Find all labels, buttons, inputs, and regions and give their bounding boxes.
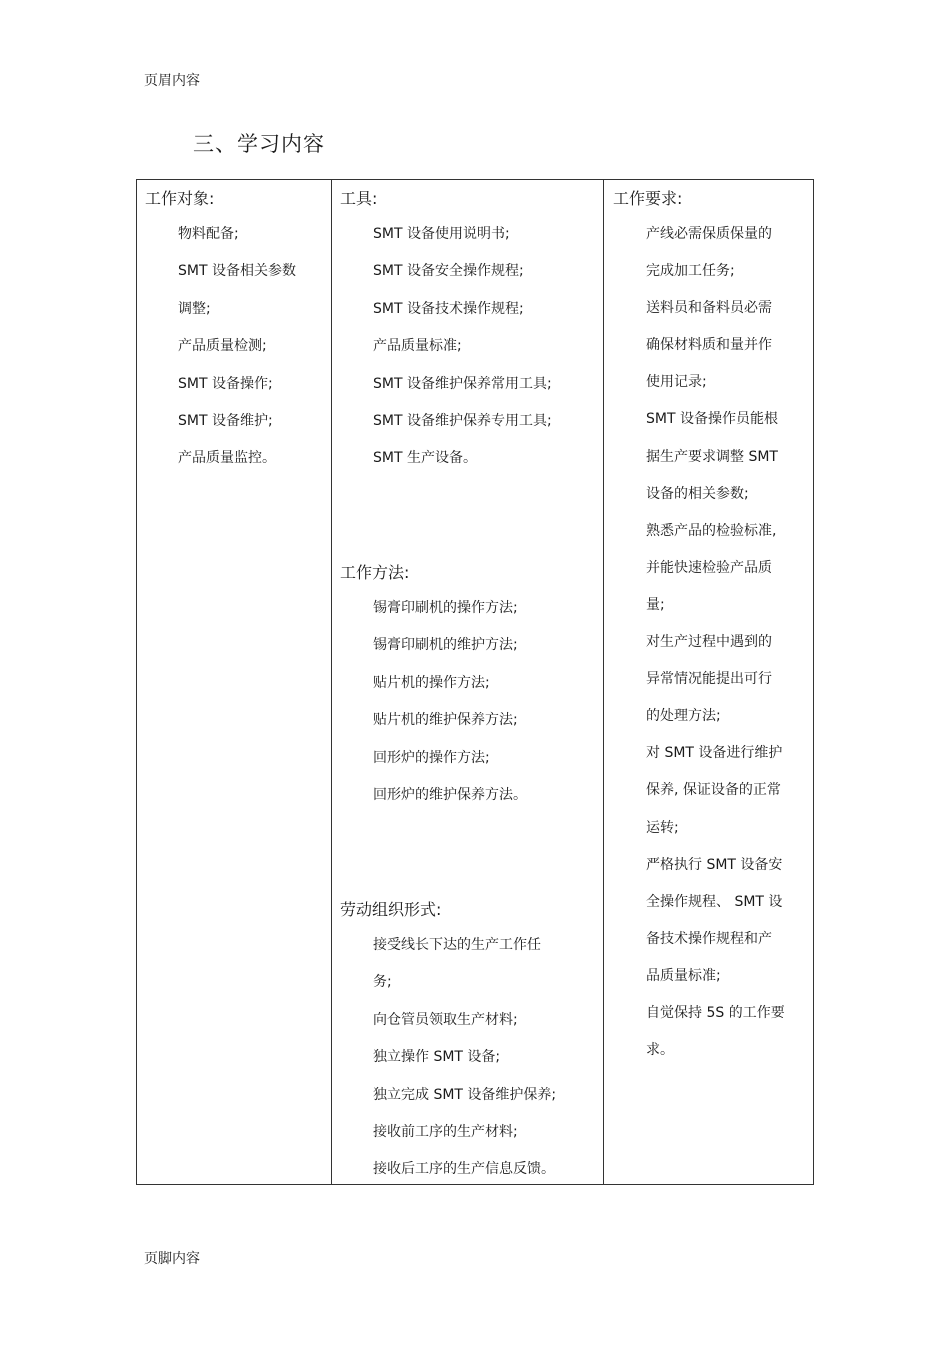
list-item: 熟悉产品的检验标准, xyxy=(646,522,777,539)
list-item: 据生产要求调整 SMT xyxy=(646,448,778,465)
list-item: 的处理方法; xyxy=(646,708,721,725)
list-item: 使用记录; xyxy=(646,374,707,391)
section-title: 三、学习内容 xyxy=(193,132,325,156)
list-item: 贴片机的维护保养方法; xyxy=(373,712,518,729)
list-item: SMT 设备维护; xyxy=(178,412,273,429)
list-item: SMT 生产设备。 xyxy=(373,450,477,467)
list-item: SMT 设备技术操作规程; xyxy=(373,300,524,317)
tools-list xyxy=(373,216,552,478)
list-item: 物料配备; xyxy=(178,226,239,242)
list-item: 独立完成 SMT 设备维护保养; xyxy=(373,1086,557,1103)
work-object-heading: 工作对象: xyxy=(145,189,215,208)
list-item: SMT 设备维护保养常用工具; xyxy=(373,375,552,392)
list-item: 自觉保持 5S 的工作要 xyxy=(646,1004,785,1021)
list-item: 品质量标准; xyxy=(646,967,721,984)
work-object-column xyxy=(137,180,332,1184)
tools-heading: 工具: xyxy=(340,189,378,208)
list-item: 务; xyxy=(373,974,392,991)
list-item: SMT 设备相关参数 xyxy=(178,263,296,280)
list-item: 并能快速检验产品质 xyxy=(646,559,772,576)
list-item: 调整; xyxy=(178,300,211,317)
list-item: SMT 设备使用说明书; xyxy=(373,226,510,242)
list-item: 完成加工任务; xyxy=(646,263,735,280)
list-item: SMT 设备维护保养专用工具; xyxy=(373,412,552,429)
list-item: 接收后工序的生产信息反馈。 xyxy=(373,1161,555,1178)
requirements-list xyxy=(646,216,785,1069)
list-item: 严格执行 SMT 设备安 xyxy=(646,856,783,873)
org-list xyxy=(373,927,556,1189)
list-item: 产线必需保质保量的 xyxy=(646,226,772,242)
list-item: 回形炉的维护保养方法。 xyxy=(373,786,527,803)
list-item: 异常情况能提出可行 xyxy=(646,671,772,688)
list-item: 量; xyxy=(646,596,665,613)
work-object-list xyxy=(178,216,296,478)
list-item: 求。 xyxy=(646,1042,674,1059)
list-item: 回形炉的操作方法; xyxy=(373,749,490,766)
list-item: 独立操作 SMT 设备; xyxy=(373,1049,501,1066)
list-item: SMT 设备操作员能根 xyxy=(646,411,778,428)
page-header: 页眉内容 xyxy=(144,73,200,89)
tools-methods-column xyxy=(331,180,604,1184)
page-footer: 页脚内容 xyxy=(144,1251,200,1267)
list-item: 锡膏印刷机的操作方法; xyxy=(373,600,518,616)
org-heading: 劳动组织形式: xyxy=(340,900,442,919)
list-item: 送料员和备料员必需 xyxy=(646,300,772,317)
list-item: SMT 设备操作; xyxy=(178,375,273,392)
list-item: 锡膏印刷机的维护方法; xyxy=(373,637,518,654)
list-item: 产品质量检测; xyxy=(178,338,267,355)
list-item: 对 SMT 设备进行维护 xyxy=(646,745,783,762)
list-item: SMT 设备安全操作规程; xyxy=(373,263,524,280)
list-item: 设备的相关参数; xyxy=(646,485,749,502)
list-item: 备技术操作规程和产 xyxy=(646,930,772,947)
list-item: 接受线长下达的生产工作任 xyxy=(373,937,541,953)
list-item: 对生产过程中遇到的 xyxy=(646,634,772,651)
methods-list xyxy=(373,590,527,814)
requirements-column xyxy=(603,180,813,1184)
content-table xyxy=(136,179,814,1185)
list-item: 确保材料质和量并作 xyxy=(646,337,772,354)
list-item: 全操作规程、 SMT 设 xyxy=(646,893,783,910)
methods-heading: 工作方法: xyxy=(340,563,410,582)
list-item: 贴片机的操作方法; xyxy=(373,674,490,691)
list-item: 产品质量标准; xyxy=(373,338,462,355)
list-item: 运转; xyxy=(646,819,679,836)
list-item: 向仓管员领取生产材料; xyxy=(373,1011,518,1028)
requirements-heading: 工作要求: xyxy=(613,189,683,208)
list-item: 接收前工序的生产材料; xyxy=(373,1123,518,1140)
list-item: 保养, 保证设备的正常 xyxy=(646,782,781,799)
list-item: 产品质量监控。 xyxy=(178,450,276,467)
